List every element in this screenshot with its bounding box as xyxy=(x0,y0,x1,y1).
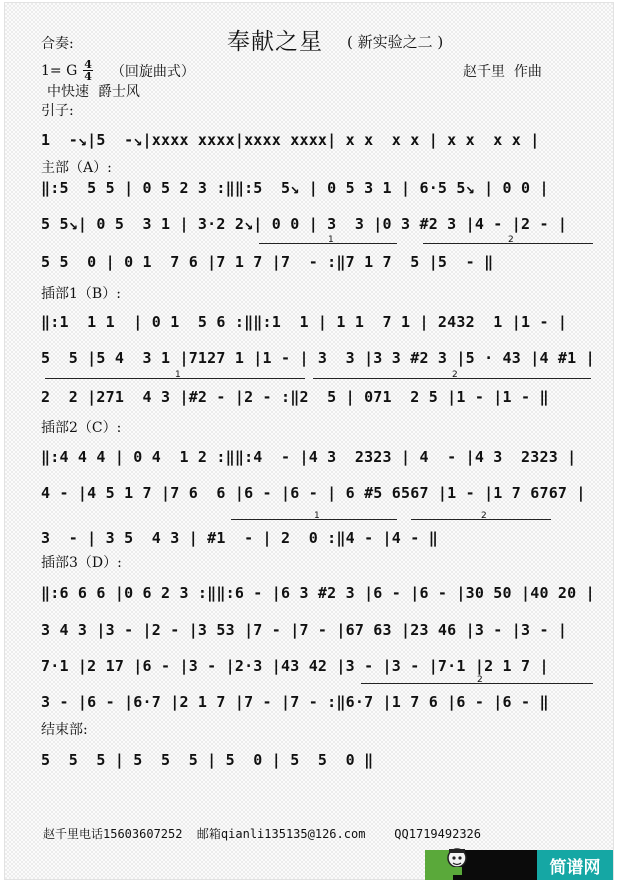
tempo-marking: 中快速 爵士风 xyxy=(47,84,140,100)
staff-line-3: 5 5↘| 0 5 3 1 | 3·2 2↘| 0 0 | 3 3 |0 3 #2 3 |4 - |2 - | xyxy=(41,215,568,233)
score-sheet xyxy=(4,2,614,880)
staff-line-9: 4 - |4 5 1 7 |7 6 6 |6 - |6 - | 6 #5 6567 |1 - |1 7 6767 | xyxy=(41,484,586,502)
section-episode3: 插部3（D）: xyxy=(41,555,122,571)
section-main: 主部（A）: xyxy=(41,160,112,176)
staff-line-7: 2 2 |271 4 3 |#2 - |2 - :‖2 5 | 071 2 5 |1 - |1 - ‖ xyxy=(41,388,549,406)
volta-bracket-3: 1 xyxy=(45,378,305,379)
staff-line-1: 1 -↘|5 -↘|xxxx xxxx|xxxx xxxx| x x x x | x x x x | xyxy=(41,131,540,149)
mascot-icon xyxy=(444,846,470,876)
section-episode1: 插部1（B）: xyxy=(41,286,121,302)
section-intro: 引子: xyxy=(41,103,74,119)
time-signature: $\frac{4}{4}$ xyxy=(84,58,92,83)
volta-bracket-7: 2 xyxy=(361,683,593,684)
section-ending: 结束部: xyxy=(41,722,88,738)
staff-line-13: 7·1 |2 17 |6 - |3 - |2·3 |43 42 |3 - |3 - |7·1 |2 1 7 | xyxy=(41,657,549,675)
volta-bracket-4: 2 xyxy=(313,378,591,379)
staff-line-12: 3 4 3 |3 - |2 - |3 53 |7 - |7 - |67 63 |23 46 |3 - |3 - | xyxy=(41,621,568,639)
ensemble-label: 合奏: xyxy=(41,36,74,52)
key-label: 1= G xyxy=(41,62,78,79)
staff-line-11: ‖:6 6 6 |0 6 2 3 :‖‖:6 - |6 3 #2 3 |6 - |6 - |30 50 |40 20 | xyxy=(41,584,595,602)
staff-line-5: ‖:1 1 1 | 0 1 5 6 :‖‖:1 1 | 1 1 7 1 | 2432 1 |1 - | xyxy=(41,313,568,331)
form-label: （回旋曲式） xyxy=(110,63,195,80)
volta-bracket-6: 2 xyxy=(411,519,551,520)
score-title: 奉献之星 xyxy=(227,29,323,55)
staff-line-4: 5 5 0 | 0 1 7 6 |7 1 7 |7 - :‖7 1 7 5 |5 - ‖ xyxy=(41,253,494,271)
volta-bracket-2: 2 xyxy=(423,243,593,244)
staff-line-15: 5 5 5 | 5 5 5 | 5 0 | 5 5 0 ‖ xyxy=(41,751,374,769)
staff-line-10: 3 - | 3 5 4 3 | #1 - | 2 0 :‖4 - |4 - ‖ xyxy=(41,529,438,547)
composer-credit: 赵千里 作曲 xyxy=(463,64,542,80)
watermark-label: 简谱网 xyxy=(537,850,613,880)
score-subtitle: ( 新实验之二 ) xyxy=(347,33,444,51)
staff-line-6: 5 5 |5 4 3 1 |7127 1 |1 - | 3 3 |3 3 #2 3 |5 · 43 |4 #1 | xyxy=(41,349,595,367)
volta-bracket-1: 1 xyxy=(259,243,397,244)
contact-footer: 赵千里电话15603607252 邮箱qianli135135@126.com QQ1719492326 xyxy=(43,827,482,841)
section-episode2: 插部2（C）: xyxy=(41,420,122,436)
staff-line-8: ‖:4 4 4 | 0 4 1 2 :‖‖:4 - |4 3 2323 | 4 - |4 3 2323 | xyxy=(41,448,577,466)
staff-line-14: 3 - |6 - |6·7 |2 1 7 |7 - |7 - :‖6·7 |1 7 6 |6 - |6 - ‖ xyxy=(41,693,549,711)
key-signature xyxy=(41,59,195,82)
staff-line-2: ‖:5 5 5 | 0 5 2 3 :‖‖:5 5↘ | 0 5 3 1 | 6·5 5↘ | 0 0 | xyxy=(41,179,549,197)
volta-bracket-5: 1 xyxy=(231,519,397,520)
